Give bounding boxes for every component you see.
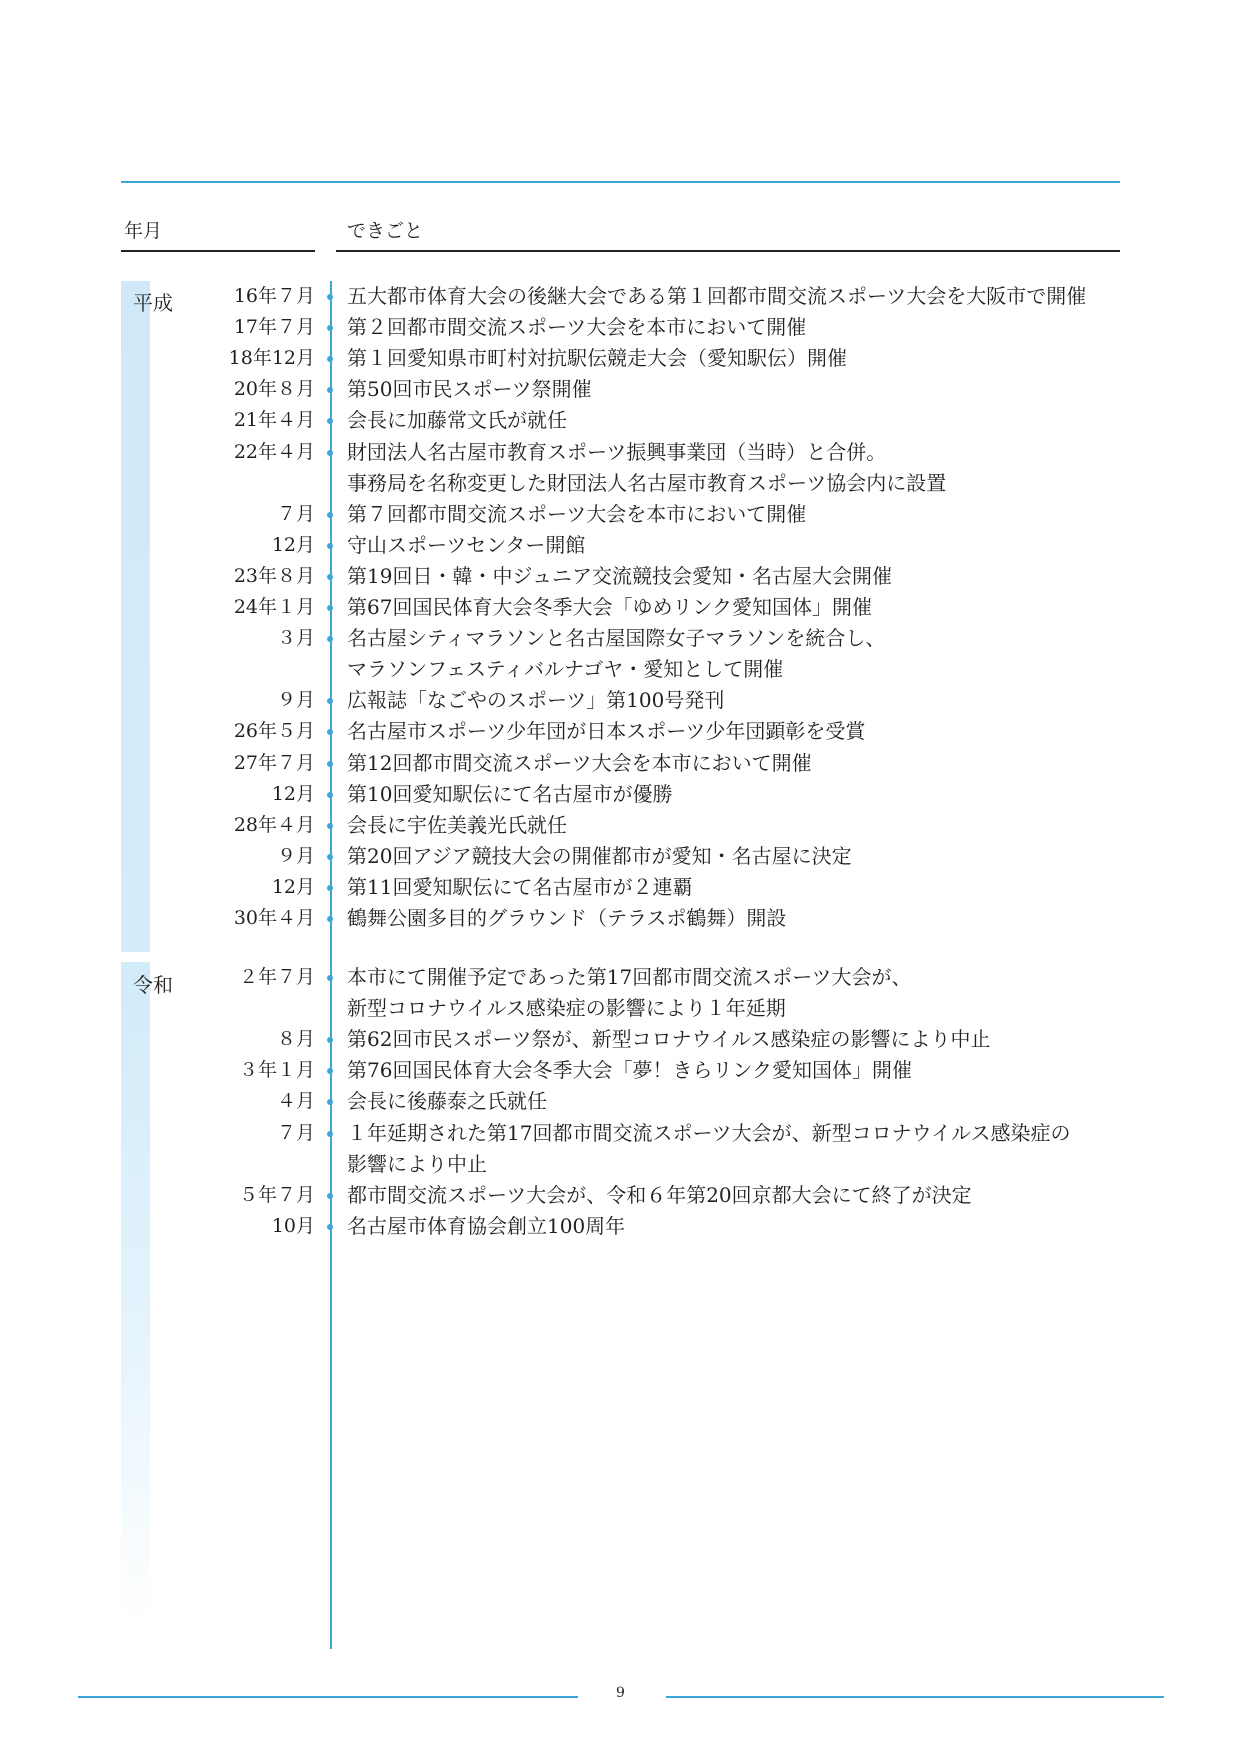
entry-date: 27年７月 (233, 751, 315, 774)
timeline-dot (327, 1193, 333, 1199)
timeline-dot (327, 450, 333, 456)
timeline-dot (327, 854, 333, 860)
timeline-dot (327, 325, 333, 331)
entry-event: 第11回愛知駅伝にて名古屋市が２連覇 (347, 874, 693, 899)
entry-date: 17年７月 (233, 316, 315, 339)
timeline-dot (327, 729, 333, 735)
era-label-heisei: 平成 (133, 291, 173, 315)
entry-event: 鶴舞公園多目的グラウンド（テラスポ鶴舞）開設 (347, 906, 787, 930)
timeline-entry (0, 405, 1241, 436)
timeline-dot (327, 636, 333, 642)
date-column-header: 年月 (124, 220, 163, 242)
entry-event: 事務局を名称変更した財団法人名古屋市教育スポーツ協会内に設置 (347, 470, 947, 495)
timeline-dot (327, 885, 333, 891)
entry-event: マラソンフェスティバルナゴヤ・愛知として開催 (347, 657, 784, 682)
entry-date: ５年７月 (238, 1183, 315, 1206)
timeline-dot (327, 761, 333, 767)
entry-event: 都市間交流スポーツ大会が、令和６年第20回京都大会にて終了が決定 (347, 1182, 972, 1207)
timeline-entry (0, 561, 1241, 592)
entry-date: 12月 (271, 875, 315, 898)
entry-date: 30年４月 (233, 907, 315, 929)
timeline-dot (327, 1224, 333, 1230)
timeline-dot (327, 698, 333, 704)
entry-date: ９月 (276, 844, 315, 867)
timeline-entry (0, 530, 1241, 561)
timeline-dot (327, 916, 333, 922)
timeline-dot (327, 418, 333, 424)
timeline-dot (327, 792, 333, 798)
timeline-entry (0, 312, 1241, 343)
entry-event: 名古屋シティマラソンと名古屋国際女子マラソンを統合し、 (347, 626, 886, 651)
timeline-entry (0, 1024, 1241, 1055)
entry-date: 23年８月 (233, 564, 315, 587)
timeline-entry (0, 903, 1241, 934)
entry-event: 新型コロナウイルス感染症の影響により１年延期 (347, 996, 786, 1021)
timeline-entry (0, 810, 1241, 841)
entry-event: 五大都市体育大会の後継大会である第１回都市間交流スポーツ大会を大阪市で開催 (347, 284, 1087, 308)
entry-date: ４月 (276, 1090, 315, 1113)
timeline-dot (327, 823, 333, 829)
timeline-entry (0, 779, 1241, 810)
entry-event: 第10回愛知駅伝にて名古屋市が優勝 (347, 781, 673, 806)
timeline-dot (327, 1131, 333, 1137)
timeline-dot (327, 1099, 333, 1105)
entry-event: 会長に後藤泰之氏就任 (347, 1089, 547, 1114)
entry-event: 第62回市民スポーツ祭が、新型コロナウイルス感染症の影響により中止 (347, 1027, 991, 1052)
entry-event: 名古屋市体育協会創立100周年 (347, 1213, 626, 1238)
entry-event: 第20回アジア競技大会の開催都市が愛知・名古屋に決定 (347, 843, 852, 868)
page-number: 9 (616, 1685, 625, 1701)
timeline-entry (0, 1055, 1241, 1086)
entry-event: 会長に加藤常文氏が就任 (347, 408, 567, 433)
entry-date: ２年７月 (238, 966, 315, 988)
timeline-entry (0, 962, 1241, 993)
entry-event: 第７回都市間交流スポーツ大会を本市において開催 (347, 501, 807, 526)
entry-date: ８月 (276, 1028, 315, 1051)
entry-date: ３年１月 (238, 1059, 315, 1082)
entry-date: 12月 (271, 533, 315, 556)
timeline-entry (0, 685, 1241, 716)
date-header-underline (121, 250, 315, 252)
timeline-dot (327, 512, 333, 518)
entry-date: 21年４月 (233, 409, 315, 432)
timeline-entry (0, 1118, 1241, 1149)
entry-date: 26年５月 (233, 720, 315, 743)
timeline-entry (0, 716, 1241, 747)
entry-date: 28年４月 (233, 813, 315, 836)
timeline-dot (327, 1068, 333, 1074)
timeline-dot (327, 605, 333, 611)
timeline-entry (0, 1211, 1241, 1242)
entry-date: 20年８月 (233, 378, 315, 401)
entry-date: ７月 (276, 1121, 315, 1144)
entry-event: 第１回愛知県市町村対抗駅伝競走大会（愛知駅伝）開催 (347, 346, 847, 371)
timeline-entry (0, 1086, 1241, 1117)
timeline-dot (327, 387, 333, 393)
timeline-dot (327, 1037, 333, 1043)
timeline-entry (0, 1180, 1241, 1211)
entry-date: ３月 (276, 627, 315, 650)
event-header-underline (336, 250, 1120, 252)
entry-event: 影響により中止 (347, 1151, 487, 1176)
timeline-dot (327, 356, 333, 362)
timeline-entry (0, 1149, 1241, 1180)
entry-date: 10月 (271, 1214, 315, 1237)
timeline-dot (327, 574, 333, 580)
entry-event: １年延期された第17回都市間交流スポーツ大会が、新型コロナウイルス感染症の (347, 1120, 1071, 1145)
timeline-dot (327, 975, 333, 981)
timeline-entry (0, 374, 1241, 405)
timeline-entry (0, 993, 1241, 1024)
entry-date: 22年４月 (233, 440, 315, 463)
entry-date: ９月 (276, 689, 315, 712)
timeline-entry (0, 343, 1241, 374)
entry-date: 12月 (271, 782, 315, 805)
entry-date: ７月 (276, 502, 315, 525)
entry-event: 第19回日・韓・中ジュニア交流競技会愛知・名古屋大会開催 (347, 563, 893, 588)
entry-event: 会長に宇佐美義光氏就任 (347, 812, 567, 837)
timeline-entry (0, 748, 1241, 779)
entry-event: 第12回都市間交流スポーツ大会を本市において開催 (347, 750, 812, 775)
entry-date: 18年12月 (228, 347, 315, 370)
entry-event: 本市にて開催予定であった第17回都市間交流スポーツ大会が、 (347, 965, 912, 989)
timeline-entry (0, 654, 1241, 685)
timeline-dot (327, 543, 333, 549)
timeline-entry (0, 592, 1241, 623)
timeline-entry (0, 437, 1241, 468)
timeline-entry (0, 872, 1241, 903)
entry-event: 第76回国民体育大会冬季大会「夢！きらリンク愛知国体」開催 (347, 1058, 913, 1083)
timeline-entry (0, 499, 1241, 530)
entry-event: 守山スポーツセンター開館 (347, 532, 586, 557)
top-rule (121, 181, 1120, 183)
entry-event: 第２回都市間交流スポーツ大会を本市において開催 (347, 315, 807, 340)
timeline-entry (0, 281, 1241, 312)
entry-event: 財団法人名古屋市教育スポーツ振興事業団（当時）と合併。 (347, 439, 887, 464)
timeline-entry (0, 623, 1241, 654)
timeline-entry (0, 841, 1241, 872)
event-column-header: できごと (347, 220, 424, 242)
timeline-dot (327, 294, 333, 300)
entry-event: 第50回市民スポーツ祭開催 (347, 377, 592, 402)
timeline-entry (0, 468, 1241, 499)
entry-event: 広報誌「なごやのスポーツ」第100号発刊 (347, 688, 725, 713)
era-label-reiwa: 令和 (133, 973, 173, 997)
entry-date: 16年７月 (233, 285, 315, 307)
entry-event: 名古屋市スポーツ少年団が日本スポーツ少年団顕彰を受賞 (347, 719, 866, 744)
entry-event: 第67回国民体育大会冬季大会「ゆめリンク愛知国体」開催 (347, 595, 873, 619)
entry-date: 24年１月 (233, 596, 315, 618)
